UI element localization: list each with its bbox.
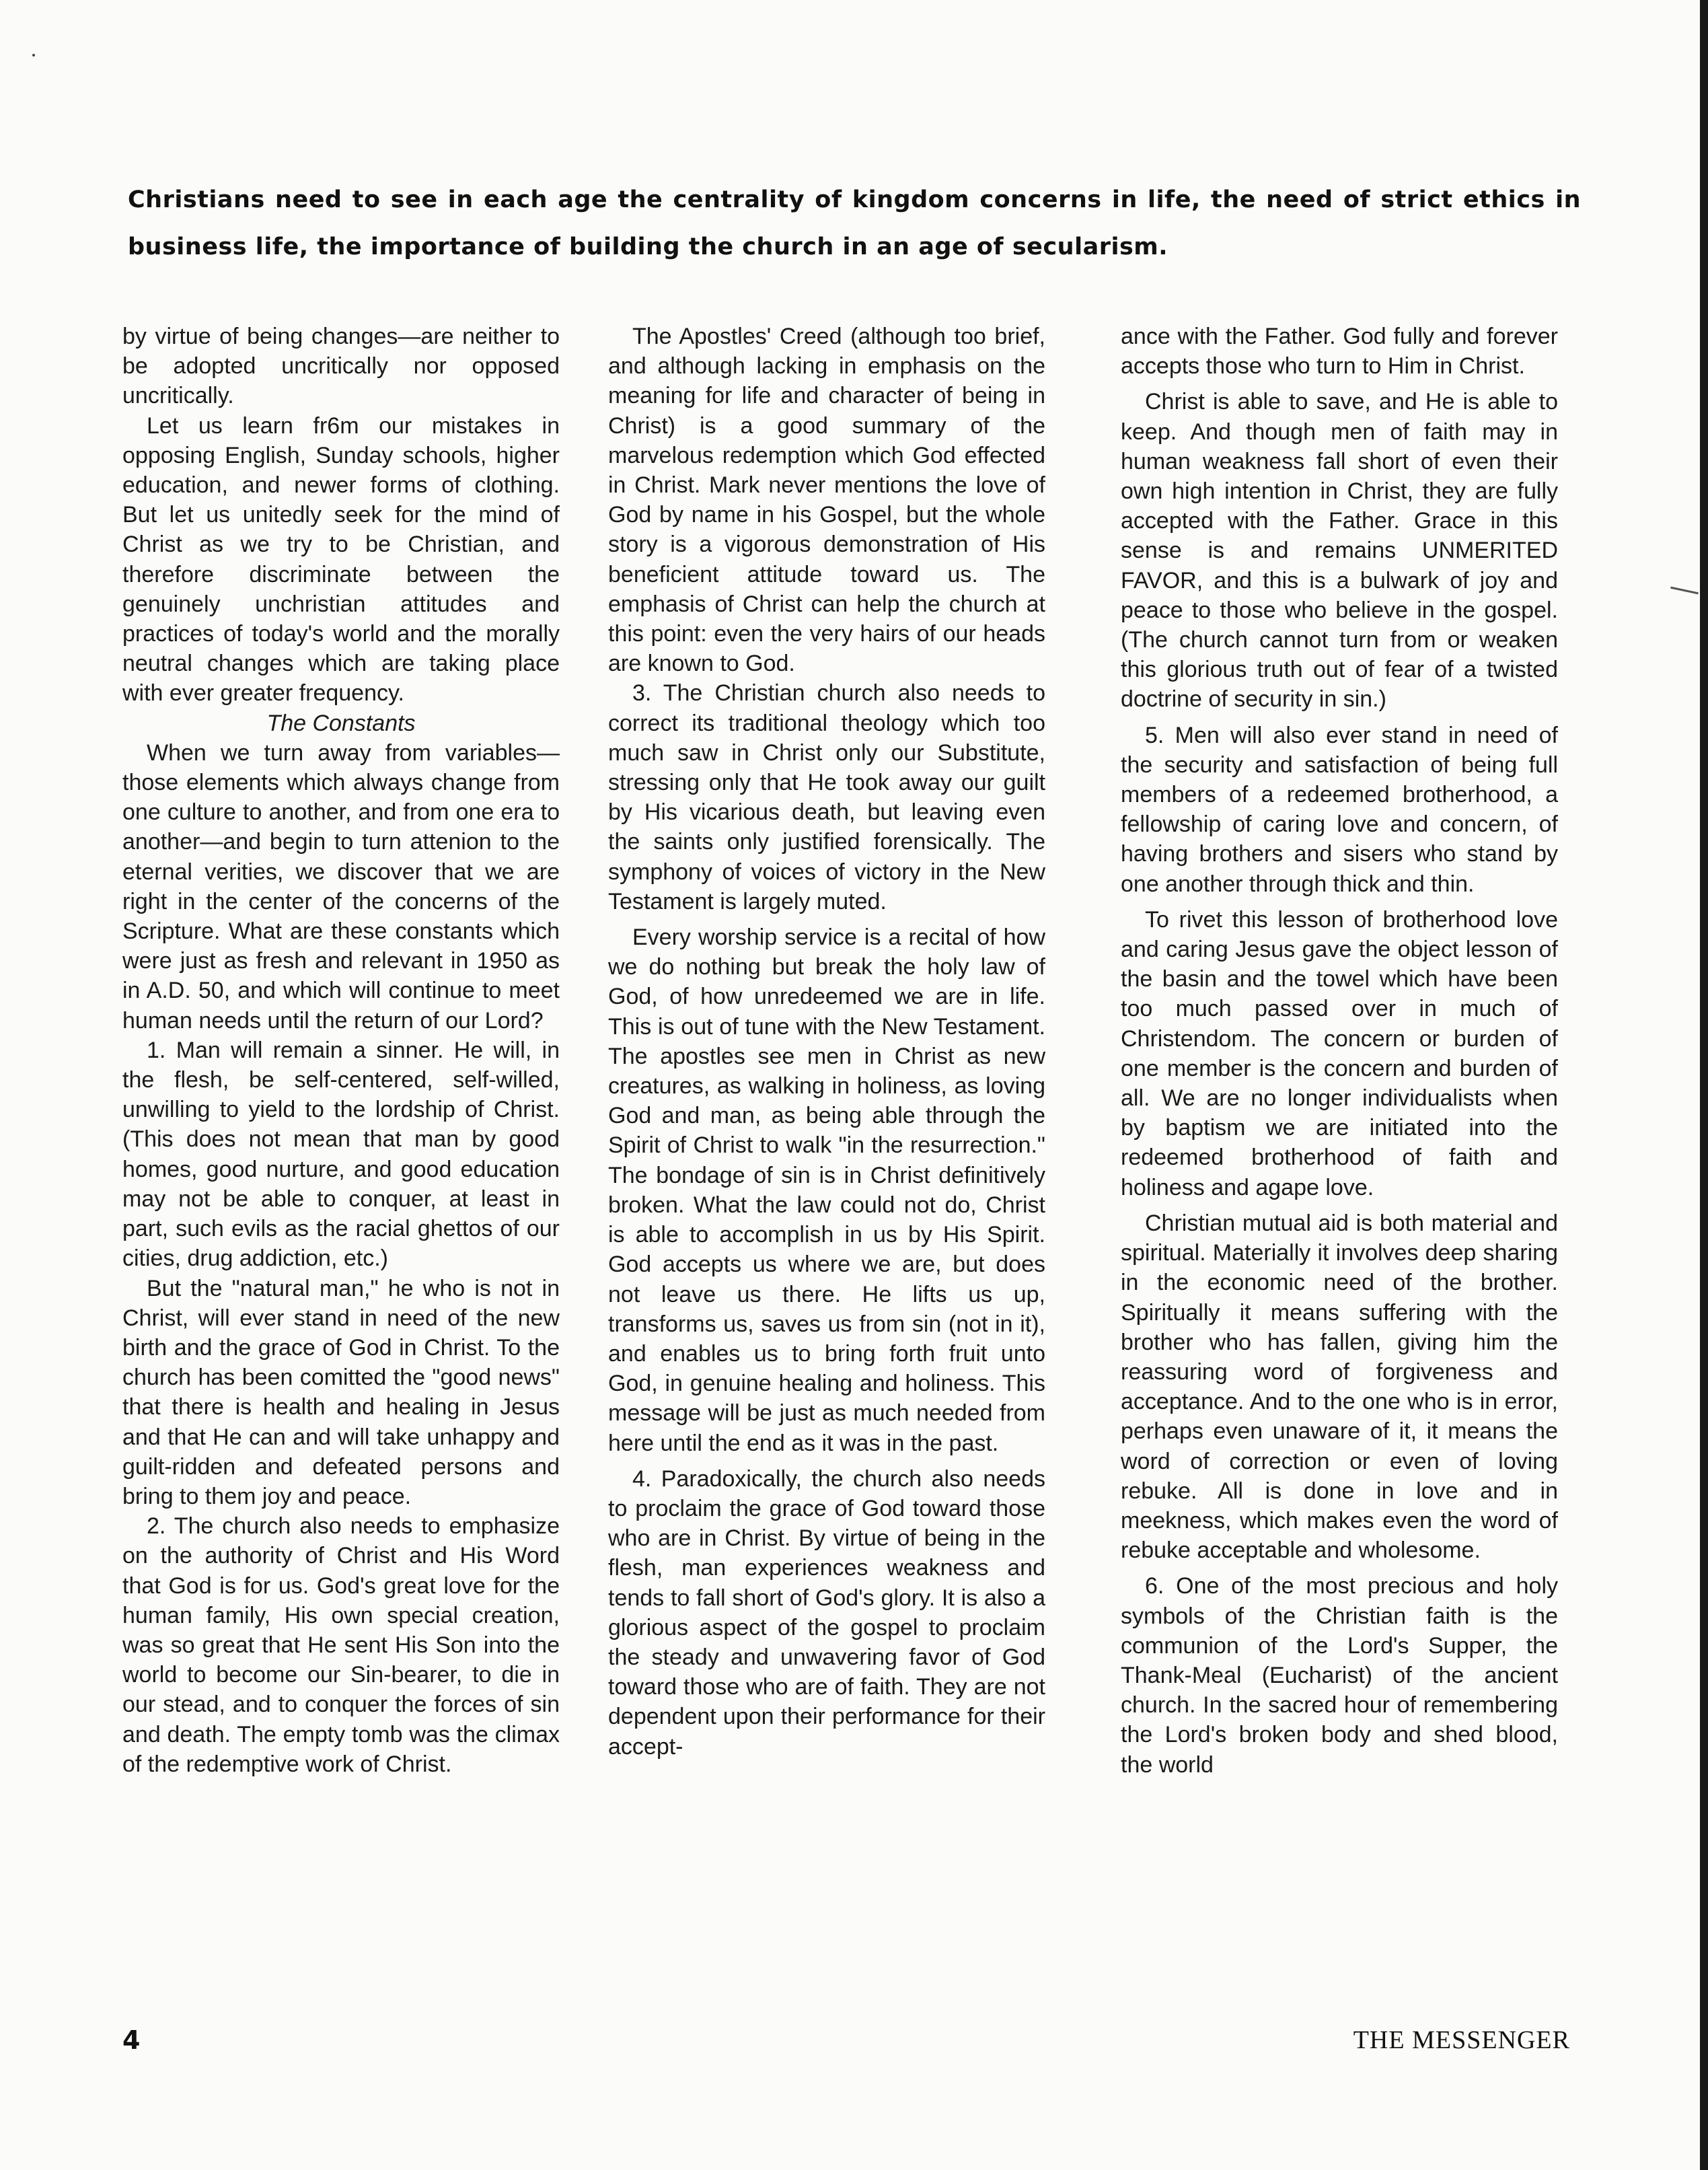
section-heading: The Constants	[266, 710, 416, 736]
paragraph: 4. Paradoxically, the church also needs to proclaim the grace of God toward those who are in Christ. By virtue of being in the flesh, man experiences weakness and tends to fall short of God's glory. It is also a glorious aspect of the gospel to proclaim the steady and unwavering favor of God toward those who are of faith. They are not dependent upon their performance for their accept-	[608, 1466, 1045, 1760]
scan-speck	[32, 54, 35, 57]
paragraph: ance with the Father. God fully and forever accepts those who turn to Him in Christ.	[1121, 324, 1558, 379]
text-column-1	[122, 322, 560, 1779]
paragraph: 3. The Christian church also needs to correct its traditional theology which too much saw in Christ only our Substitute, stressing only that He took away our guilt by His vicarious death, but leaving even the saints only justified forensically. The symphony of voices of victory in the New Testament is largely muted.	[608, 680, 1045, 914]
paragraph: 2. The church also needs to emphasize on the authority of Christ and His Word that God is for us. God's great love for the human family, His own special creation, was so great that He sent His Son into the world to become our Sin-bearer, to die in our stead, and to conquer the forces of sin and death. The empty tomb was the climax of the redemptive work of Christ.	[122, 1513, 560, 1777]
paragraph: To rivet this lesson of brotherhood love and caring Jesus gave the object lesson of the basin and the towel which have been too much passed over in much of Christendom. The concern or burden of one member is the concern and burden of all. We are no longer individualists when by baptism we are initiated into the redeemed brotherhood of faith and holiness and agape love.	[1121, 906, 1558, 1200]
paragraph: When we turn away from variables—those elements which always change from one culture to another, and from one era to another—and begin to turn attenion to the eternal verities, we discover that we are right in the center of the concerns of the Scripture. What are these constants which were just as fresh and relevant in 1950 as in A.D. 50, and which will continue to meet human needs until the return of our Lord?	[122, 739, 560, 1034]
scan-mark	[1670, 587, 1699, 595]
paragraph: Christian mutual aid is both material and spiritual. Materially it involves deep sharing in the economic need of the brother. Spiritually it means suffering with the brother who has fallen, giving him the reassuring word of forgiveness and acceptance. And to the one who is in error, perhaps even unaware of it, it means the word of correction or even of loving rebuke. All is done in love and in meekness, which makes even the word of rebuke acceptable and wholesome.	[1121, 1210, 1558, 1564]
text-column-2	[608, 322, 1045, 1762]
paragraph: 6. One of the most precious and holy symbols of the Christian faith is the communion of the Lord's Supper, the Thank-Meal (Eucharist) of the ancient church. In the sacred hour of remembering the Lord's broken body and shed blood, the world	[1121, 1573, 1558, 1778]
publication-title: THE MESSENGER	[1353, 2026, 1570, 2054]
pull-quote-headline: Christians need to see in each age the centrality of kingdom concerns in life, the need of strict ethics in business life, the importance of building the church in an age of secularism.	[128, 186, 1581, 260]
paragraph: But the "natural man," he who is not in Christ, will ever stand in need of the new birth and the grace of God in Christ. To the church has been comitted the "good news" that there is health and healing in Jesus and that He can and will take unhappy and guilt-ridden and defeated persons and bring to them joy and peace.	[122, 1275, 560, 1509]
paragraph: 1. Man will remain a sinner. He will, in the flesh, be self-centered, self-willed, unwilling to yield to the lordship of Christ. (This does not mean that man by good homes, good nurture, and good education may not be able to conquer, at least in part, such evils as the racial ghettos of our cities, drug addiction, etc.)	[122, 1037, 560, 1272]
paragraph: by virtue of being changes—are neither to be adopted uncritically nor opposed uncritically.	[122, 324, 560, 409]
text-column-3	[1121, 322, 1558, 1780]
paragraph: Christ is able to save, and He is able to keep. And though men of faith may in human weakness fall short of even their own high intention in Christ, they are fully accepted with the Father. Grace in this sense is and remains UNMERITED FAVOR, and this is a bulwark of joy and peace to those who believe in the gospel. (The church cannot turn from or weaken this glorious truth out of fear of a twisted doctrine of security in sin.)	[1121, 389, 1558, 713]
paragraph: Let us learn fr6m our mistakes in opposing English, Sunday schools, higher education, and newer forms of clothing. But let us unitedly seek for the mind of Christ as we try to be Christian, and therefore discriminate between the genuinely unchristian attitudes and practices of today's world and the morally neutral changes which are taking place with ever greater frequency.	[122, 412, 560, 707]
paragraph: Every worship service is a recital of how we do nothing but break the holy law of God, of how unredeemed we are in life. This is out of tune with the New Testament. The apostles see men in Christ as new creatures, as walking in holiness, as loving God and man, as being able through the Spirit of Christ to walk "in the resurrection." The bondage of sin is in Christ definitively broken. What the law could not do, Christ is able to accomplish in us by His Spirit. God accepts us where we are, but does not leave us there. He lifts us up, transforms us, saves us from sin (not in it), and enables us to bring forth fruit unto God, in genuine healing and holiness. This message will be just as much needed from here until the end as it was in the past.	[608, 925, 1045, 1456]
scan-edge	[1700, 0, 1708, 2170]
paragraph: 5. Men will also ever stand in need of the security and satisfaction of being full members of a redeemed brotherhood, a fellowship of caring love and concern, of having brothers and sisers who stand by one another through thick and thin.	[1121, 722, 1558, 897]
page-number: 4	[122, 2025, 141, 2055]
paragraph: The Apostles' Creed (although too brief, and although lacking in emphasis on the meaning for life and character of being in Christ) is a good summary of the marvelous redemption which God effected in Christ. Mark never mentions the love of God by name in his Gospel, but the whole story is a vigorous demonstration of His beneficient attitude toward us. The emphasis of Christ can help the church at this point: even the very hairs of our heads are known to God.	[608, 324, 1045, 677]
